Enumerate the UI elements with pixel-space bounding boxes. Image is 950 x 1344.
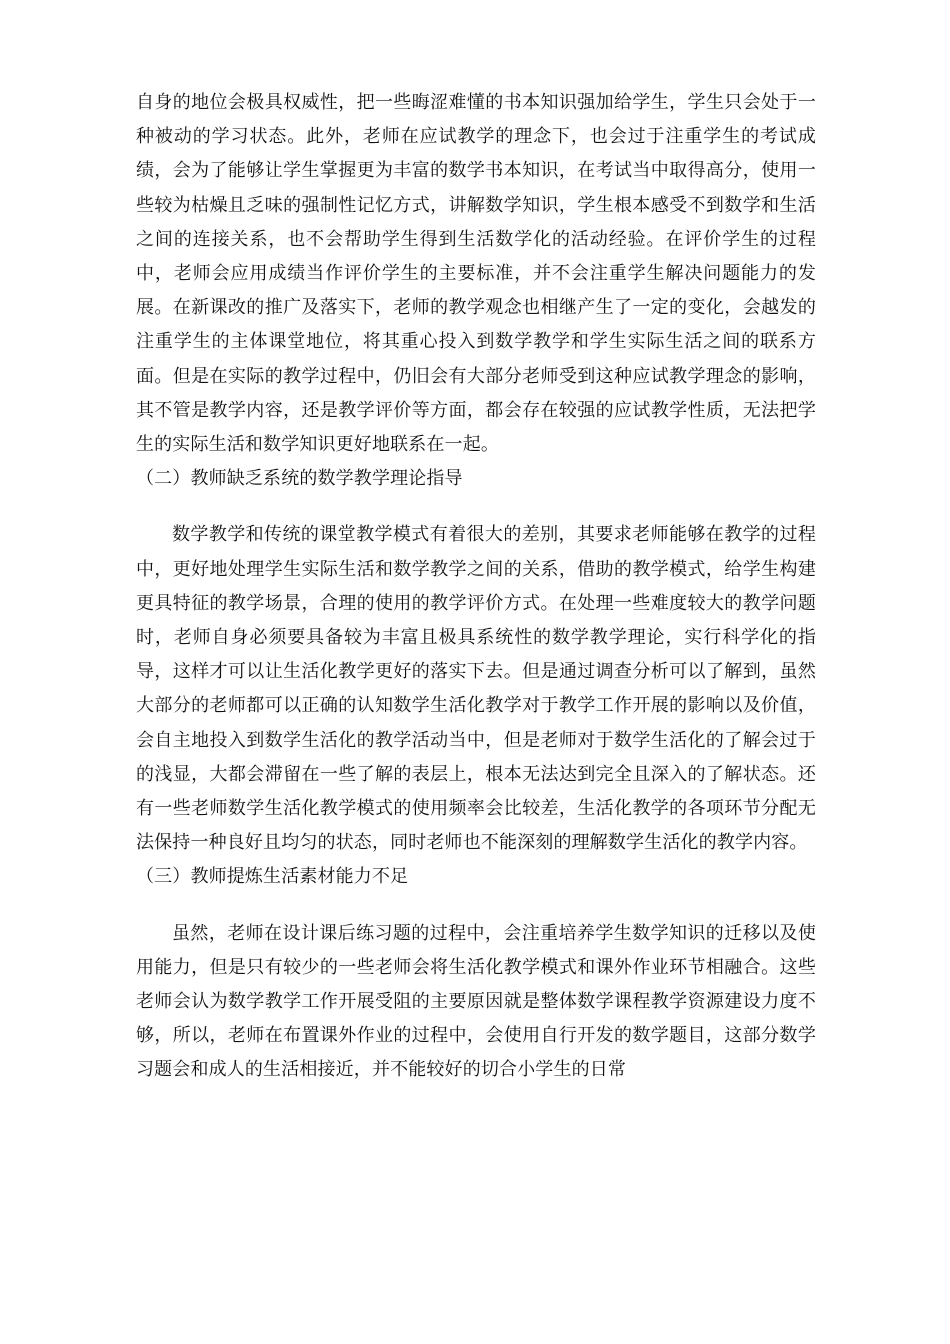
heading-spacer <box>136 496 816 518</box>
heading-spacer <box>136 895 816 917</box>
body-paragraph-1: 自身的地位会极具权威性，把一些晦涩难懂的书本知识强加给学生，学生只会处于一种被动的学习状态。此外，老师在应试教学的理念下，也会过于注重学生的考试成绩，会为了能够让学生掌握更为丰富的数学书本知识，在考试当中取得高分，使用一些较为枯燥且乏味的强制性记忆方式，讲解数学知识，学生根本感受不到数学和生活之间的连接关系，也不会帮助学生得到生活数学化的活动经验。在评价学生的过程中，老师会应用成绩当作评价学生的主要标准，并不会注重学生解决问题能力的发展。在新课改的推广及落实下，老师的教学观念也相继产生了一定的变化，会越发的注重学生的主体课堂地位，将其重心投入到数学教学和学生实际生活之间的联系方面。但是在实际的教学过程中，仍旧会有大部分老师受到这种应试教学理念的影响，其不管是教学内容，还是教学评价等方面，都会存在较强的应试教学性质，无法把学生的实际生活和数学知识更好地联系在一起。 <box>136 92 816 456</box>
section-heading-2: （二）教师缺乏系统的数学教学理论指导 <box>136 468 463 490</box>
section-heading-3: （三）教师提炼生活素材能力不足 <box>136 866 409 888</box>
body-paragraph-2: 数学教学和传统的课堂教学模式有着很大的差别，其要求老师能够在教学的过程中，更好地处理学生实际生活和数学教学之间的关系，借助的教学模式，给学生构建更具特征的教学场景，合理的使用的教学评价方式。在处理一些难度较大的教学问题时，老师自身必须要具备较为丰富且极具系统性的数学教学理论，实行科学化的指导，这样才可以让生活化教学更好的落实下去。但是通过调查分析可以了解到，虽然大部分的老师都可以正确的认知数学生活化教学对于教学工作开展的影响以及价值，会自主地投入到数学生活化的教学活动当中，但是老师对于数学生活化的了解会过于的浅显，大都会滞留在一些了解的表层上，根本无法达到完全且深入的了解状态。还有一些老师数学生活化教学模式的使用频率会比较差，生活化教学的各项环节分配无法保持一种良好且均匀的状态，同时老师也不能深刻的理解数学生活化的教学内容。 <box>136 524 816 854</box>
document-page <box>136 86 816 1088</box>
body-paragraph-3: 虽然，老师在设计课后练习题的过程中，会注重培养学生数学知识的迁移以及使用能力，但是只有较少的一些老师会将生活化教学模式和课外作业环节相融合。这些老师会认为数学教学工作开展受阻的主要原因就是整体数学课程教学资源建设力度不够，所以，老师在布置课外作业的过程中，会使用自行开发的数学题目，这部分数学习题会和成人的生活相接近，并不能较好的切合小学生的日常 <box>136 922 816 1081</box>
